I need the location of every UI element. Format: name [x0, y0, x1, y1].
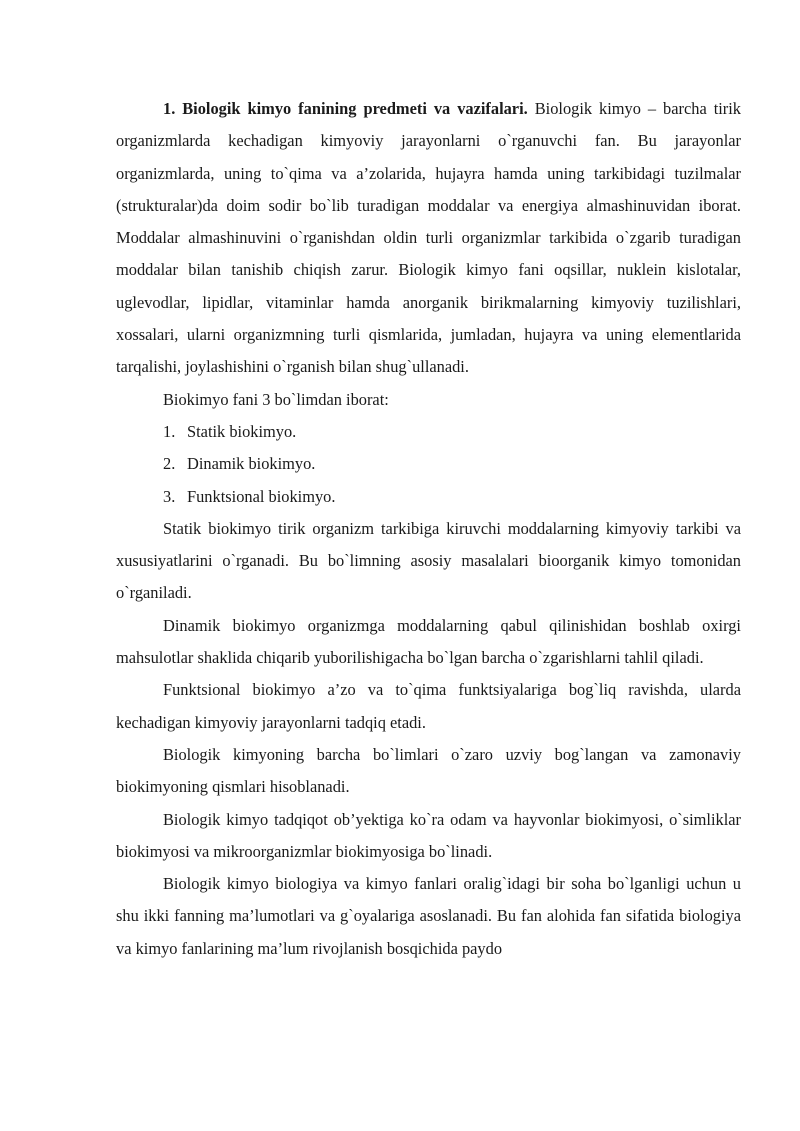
list-item — [116, 416, 741, 448]
paragraph-foundation: Biologik kimyo biologiya va kimyo fanlari oralig`idagi bir soha bo`lganligi uchun u shu ikki fanning ma’lumotlari va g`oyalariga asoslanadi. Bu fan alohida fan sifatida biologiya va kimyo fanlarining ma’lum rivojlanish bosqichida paydo — [116, 874, 741, 958]
list-item-text: Statik biokimyo. — [187, 421, 297, 441]
paragraph-functional: Funktsional biokimyo a’zo va to`qima funktsiyalariga bog`liq ravishda, ularda kechadigan kimyoviy jarayonlarni tadqiq etadi. — [116, 680, 741, 732]
document-page — [116, 93, 741, 965]
list-item-number: 1. — [163, 421, 176, 441]
list-item-number: 3. — [163, 486, 176, 506]
sections-list — [116, 416, 741, 513]
list-item — [116, 481, 741, 513]
intro-text: Biologik kimyo – barcha tirik organizmlarda kechadigan kimyoviy jarayonlarni o`rganuvchi fan. Bu jarayonlar organizmlarda, uning to`qima va a’zolarida, hujayra hamda uning tarkibidagi tuzilmalar (strukturalar)da doim sodir bo`lib turadigan moddalar va energiya almashinuvidan iborat. Moddalar almashinuvini o`rganishdan oldin turli organizmlar tarkibida o`zgarib turadigan moddalar bilan tanishib chiqish zarur. Biologik kimyo fani oqsillar, nuklein kislotalar, uglevodlar, lipidlar, vitaminlar hamda anorganik birikmalarning kimyoviy tuzilishlari, xossalari, ularni organizmning turli qismlarida, jumladan, hujayra va uning elementlarida tarqalishi, joylashishini o`rganish bilan shug`ullanadi. — [116, 99, 742, 377]
paragraph-connection: Biologik kimyoning barcha bo`limlari o`zaro uzviy bog`langan va zamonaviy biokimyoning qismlari hisoblanadi. — [116, 744, 741, 797]
list-item — [116, 448, 741, 480]
list-item-number: 2. — [163, 454, 176, 474]
paragraph-objects: Biologik kimyo tadqiqot ob’yektiga ko`ra odam va hayvonlar biokimyosi, o`simliklar biokimyosi va mikroorganizmlar biokimyosiga bo`linadi. — [116, 809, 741, 861]
paragraph-static: Statik biokimyo tirik organizm tarkibiga kiruvchi moddalarning kimyoviy tarkibi va xususiyatlarini o`rganadi. Bu bo`limning asosiy masalalari bioorganik kimyo tomonidan o`rganiladi. — [116, 518, 741, 603]
section-heading: 1. Biologik kimyo fanining predmeti va vazifalari. — [163, 99, 528, 118]
paragraph-intro — [116, 93, 741, 384]
list-item-text: Funktsional biokimyo. — [187, 486, 336, 506]
paragraph-sections-intro: Biokimyo fani 3 bo`limdan iborat: — [163, 389, 389, 409]
paragraph-dynamic: Dinamik biokimyo organizmga moddalarning qabul qilinishidan boshlab oxirgi mahsulotlar shaklida chiqarib yuborilishigacha bo`lgan barcha o`zgarishlarni tahlil qiladi. — [116, 615, 741, 668]
list-item-text: Dinamik biokimyo. — [187, 454, 316, 474]
